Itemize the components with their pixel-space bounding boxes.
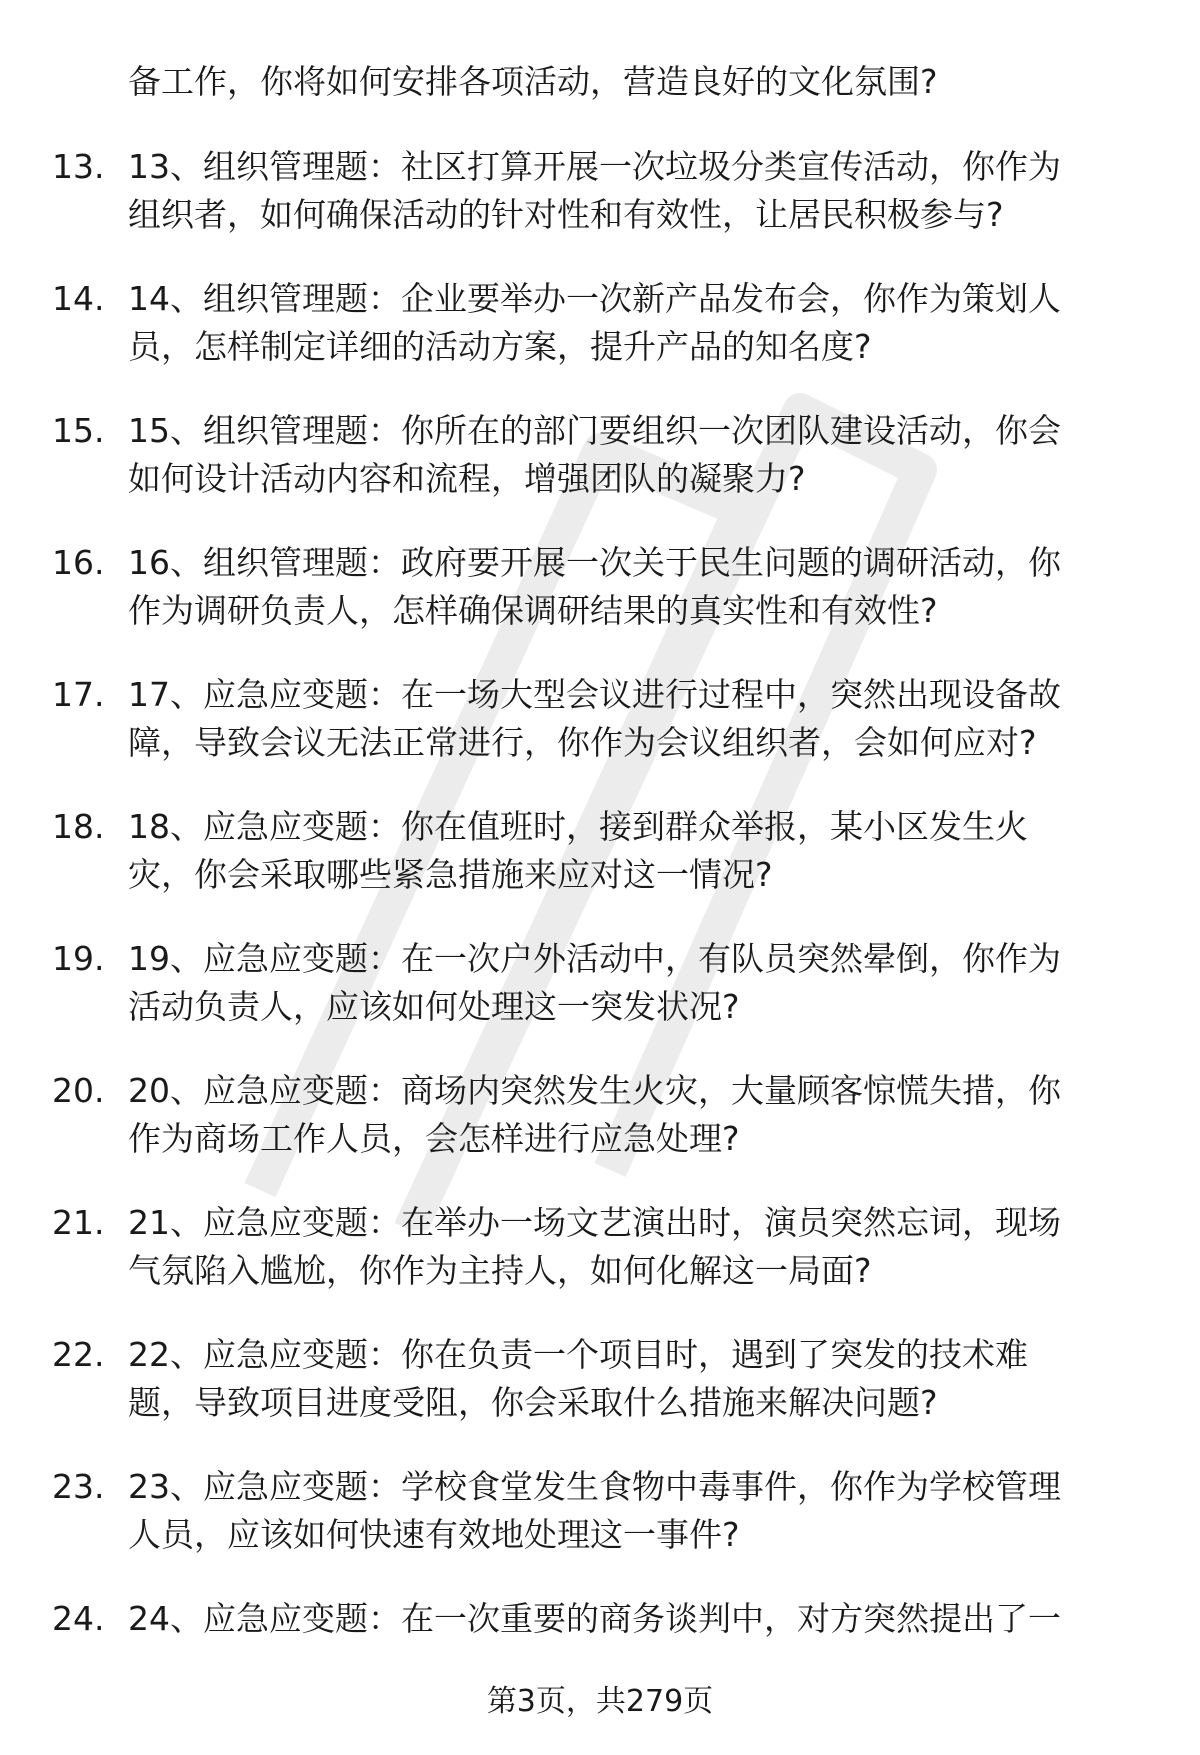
item-line: 作为调研负责人，怎样确保调研结果的真实性和有效性?	[128, 591, 938, 630]
item-line: 15、组织管理题：你所在的部门要组织一次团队建设活动，你会	[128, 411, 1061, 450]
item-number: 24.	[52, 1599, 105, 1638]
item-line: 题，导致项目进度受阻，你会采取什么措施来解决问题?	[128, 1383, 938, 1422]
item-text	[128, 1199, 1061, 1295]
item-line: 19、应急应变题：在一次户外活动中，有队员突然晕倒，你作为	[128, 939, 1061, 978]
item-text	[128, 1331, 1028, 1427]
item-text	[128, 275, 1061, 371]
item-number: 23.	[52, 1467, 105, 1506]
list-item	[0, 407, 1200, 539]
item-line: 20、应急应变题：商场内突然发生火灾，大量顾客惊慌失措，你	[128, 1071, 1061, 1110]
item-number: 15.	[52, 411, 105, 450]
item-number: 19.	[52, 939, 105, 978]
item-number: 20.	[52, 1071, 105, 1110]
item-line: 活动负责人，应该如何处理这一突发状况?	[128, 987, 740, 1026]
list-item	[0, 803, 1200, 935]
list-item	[0, 143, 1200, 275]
item-line: 14、组织管理题：企业要举办一次新产品发布会，你作为策划人	[128, 279, 1061, 318]
list-item	[0, 275, 1200, 407]
item-line: 13、组织管理题：社区打算开展一次垃圾分类宣传活动，你作为	[128, 147, 1061, 186]
continuation-line: 备工作，你将如何安排各项活动，营造良好的文化氛围?	[128, 62, 938, 101]
list-item	[0, 935, 1200, 1067]
item-number: 18.	[52, 807, 105, 846]
item-text	[128, 143, 1061, 239]
item-text	[128, 407, 1061, 503]
question-list	[0, 143, 1200, 1727]
item-number: 14.	[52, 279, 105, 318]
item-number: 13.	[52, 147, 105, 186]
list-item	[0, 1463, 1200, 1595]
list-item	[0, 1331, 1200, 1463]
item-text	[128, 671, 1061, 767]
item-text	[128, 1595, 1061, 1643]
list-item	[0, 1199, 1200, 1331]
item-line: 22、应急应变题：你在负责一个项目时，遇到了突发的技术难	[128, 1335, 1028, 1374]
item-text	[128, 1067, 1061, 1163]
item-line: 组织者，如何确保活动的针对性和有效性，让居民积极参与?	[128, 195, 1004, 234]
item-line: 18、应急应变题：你在值班时，接到群众举报，某小区发生火	[128, 807, 1028, 846]
item-line: 作为商场工作人员，会怎样进行应急处理?	[128, 1119, 740, 1158]
item-line: 灾，你会采取哪些紧急措施来应对这一情况?	[128, 855, 773, 894]
item-line: 如何设计活动内容和流程，增强团队的凝聚力?	[128, 459, 806, 498]
item-number: 22.	[52, 1335, 105, 1374]
item-text	[128, 539, 1061, 635]
list-item	[0, 671, 1200, 803]
item-line: 16、组织管理题：政府要开展一次关于民生问题的调研活动，你	[128, 543, 1061, 582]
item-number: 16.	[52, 543, 105, 582]
page-footer: 第3页，共279页	[486, 1684, 714, 1719]
item-line: 24、应急应变题：在一次重要的商务谈判中，对方突然提出了一	[128, 1599, 1061, 1638]
list-item	[0, 539, 1200, 671]
item-line: 21、应急应变题：在举办一场文艺演出时，演员突然忘词，现场	[128, 1203, 1061, 1242]
item-number: 21.	[52, 1203, 105, 1242]
item-text	[128, 935, 1061, 1031]
item-line: 17、应急应变题：在一场大型会议进行过程中，突然出现设备故	[128, 675, 1061, 714]
item-line: 员，怎样制定详细的活动方案，提升产品的知名度?	[128, 327, 872, 366]
list-item	[0, 1067, 1200, 1199]
item-line: 气氛陷入尴尬，你作为主持人，如何化解这一局面?	[128, 1251, 872, 1290]
item-text	[128, 1463, 1061, 1559]
item-line: 障，导致会议无法正常进行，你作为会议组织者，会如何应对?	[128, 723, 1037, 762]
item-line: 23、应急应变题：学校食堂发生食物中毒事件，你作为学校管理	[128, 1467, 1061, 1506]
item-number: 17.	[52, 675, 105, 714]
item-line: 人员，应该如何快速有效地处理这一事件?	[128, 1515, 740, 1554]
item-text	[128, 803, 1028, 899]
